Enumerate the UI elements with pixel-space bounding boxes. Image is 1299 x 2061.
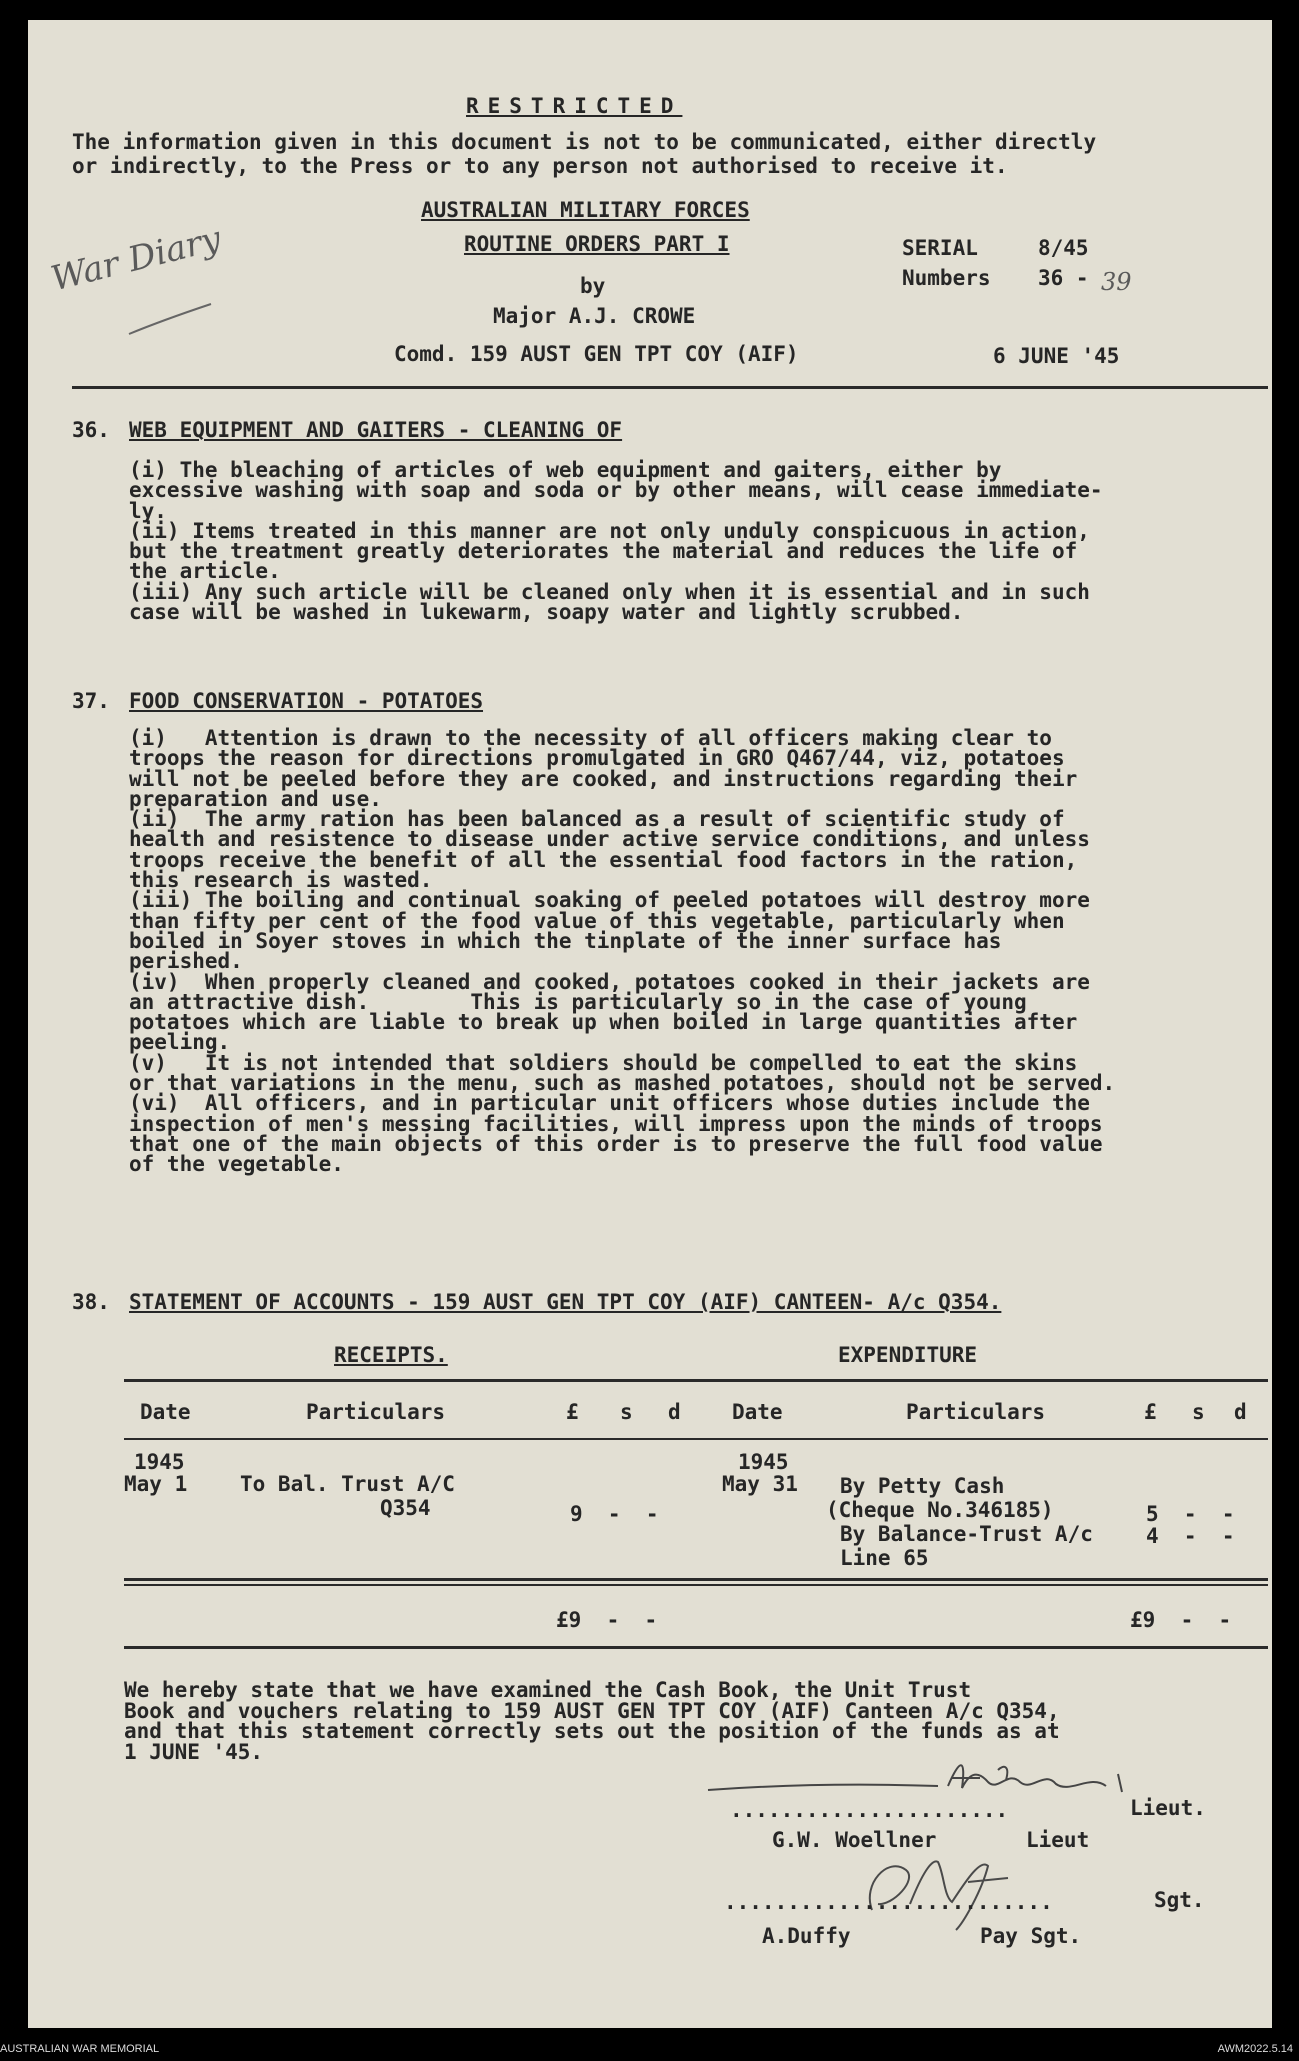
signature-1-title: Lieut — [1026, 1828, 1090, 1852]
receipt-particulars-1: To Bal. Trust A/C — [240, 1472, 455, 1496]
margin-note-underline — [123, 290, 223, 340]
expenditure-year: 1945 — [738, 1450, 789, 1474]
receipts-pence-header: d — [668, 1400, 681, 1424]
signature-2-title: Pay Sgt. — [980, 1924, 1082, 1948]
document-page — [28, 20, 1272, 2028]
numbers-handwritten: 39 — [1101, 268, 1132, 296]
receipts-pounds-header: £ — [566, 1400, 579, 1424]
expenditure-date-header: Date — [732, 1400, 783, 1424]
expenditure-date: May 31 — [722, 1472, 798, 1496]
expenditure-pence-header: d — [1234, 1400, 1247, 1424]
receipts-shillings-header: s — [620, 1400, 633, 1424]
section-37-title: FOOD CONSERVATION - POTATOES — [129, 689, 484, 713]
signature-1-dots: ...................... — [730, 1798, 1009, 1822]
section-36-number: 36. — [72, 418, 110, 442]
total-expenditure: £9 - - — [1130, 1608, 1232, 1632]
unit-name: Comd. 159 AUST GEN TPT COY (AIF) — [394, 342, 799, 366]
receipt-date: May 1 — [124, 1472, 188, 1496]
footer-right: AWM2022.5.14 — [1217, 2043, 1293, 2055]
receipt-particulars-2: Q354 — [380, 1496, 431, 1520]
table-totals-rule — [124, 1578, 1268, 1581]
signature-1-name: G.W. Woellner — [772, 1828, 937, 1852]
certification-text: We hereby state that we have examined the Cash Book, the Unit Trust Book and vouchers relating to 159 AUST GEN TPT COY (AIF) Canteen A/c Q354, and that this statement correctly sets out the position of the funds as at 1 JUNE '45. — [124, 1678, 1060, 1764]
section-36-title: WEB EQUIPMENT AND GAITERS - CLEANING OF — [129, 418, 623, 442]
expenditure-particulars-header: Particulars — [906, 1400, 1046, 1424]
expenditure-pounds-header: £ — [1144, 1400, 1157, 1424]
expenditure-line-1: By Petty Cash — [840, 1474, 1005, 1498]
organisation-title: AUSTRALIAN MILITARY FORCES — [421, 198, 750, 222]
section-37-body: (i) Attention is drawn to the necessity of all officers making clear to troops the reason for directions promulgated in GRO Q467/44, viz, potatoes will not be peeled before they are cooked, and instructions regarding their preparation and use. (ii) The army ration has been balanced as a result of scientific study of health and resistence to disease under active service conditions, and unless troops receive the benefit of all the essential food factors in the ration, this research is wasted. (iii) The boiling and continual soaking of peeled potatoes will destroy more than fifty per cent of the food value of this vegetable, particularly when boiled in Soyer stoves in which the tinplate of the inner surface has perished. (iv) When properly cleaned and cooked, potatoes cooked in their jackets are an attractive dish. This is particularly so in the case of young potatoes which are liable to break up when boiled in large quantities after peeling. (v) It is not intended that soldiers should be compelled to eat the skins or that variations in the menu, such as mashed potatoes, should not be served. (vi) All officers, and in particular unit officers whose duties include the inspection of men's messing facilities, will impress upon the minds of troops that one of the main objects of this order is to preserve the full food value of the vegetable. — [129, 726, 1116, 1177]
signature-2-rank: Sgt. — [1154, 1888, 1205, 1912]
table-bottom-rule — [124, 1646, 1268, 1649]
by-label: by — [580, 274, 606, 298]
signature-2-name: A.Duffy — [762, 1924, 851, 1948]
order-date: 6 JUNE '45 — [993, 344, 1120, 368]
expenditure-amount-2: 4 - - — [1146, 1524, 1235, 1548]
section-37-number: 37. — [72, 689, 110, 713]
table-top-rule — [124, 1379, 1268, 1382]
signature-2-dots: .......................... — [724, 1890, 1053, 1914]
margin-note-war-diary: War Diary — [47, 218, 225, 300]
table-totals-rule-2 — [124, 1584, 1268, 1586]
restricted-heading: RESTRICTED — [466, 94, 683, 118]
receipt-year: 1945 — [134, 1450, 185, 1474]
expenditure-line-2: (Cheque No.346185) — [826, 1498, 1054, 1522]
receipt-amount: 9 - - — [570, 1502, 659, 1526]
restriction-notice-line-2: or indirectly, to the Press or to any person not authorised to receive it. — [72, 154, 1008, 178]
expenditure-shillings-header: s — [1192, 1400, 1205, 1424]
serial-label: SERIAL — [902, 236, 978, 260]
expenditure-line-4: Line 65 — [840, 1546, 929, 1570]
expenditure-amount-1: 5 - - — [1146, 1502, 1235, 1526]
officer-name: Major A.J. CROWE — [493, 304, 696, 328]
numbers-value: 36 - — [1038, 266, 1089, 290]
duffy-signature — [848, 1844, 1038, 1934]
serial-value: 8/45 — [1038, 236, 1089, 260]
header-divider — [72, 386, 1268, 389]
receipts-particulars-header: Particulars — [306, 1400, 446, 1424]
footer-left: AUSTRALIAN WAR MEMORIAL — [0, 2043, 160, 2055]
receipts-date-header: Date — [140, 1400, 191, 1424]
total-receipts: £9 - - — [556, 1608, 658, 1632]
expenditure-line-3: By Balance-Trust A/c — [840, 1522, 1093, 1546]
table-header-rule — [124, 1438, 1268, 1440]
signature-1-rank: Lieut. — [1130, 1796, 1206, 1820]
numbers-label: Numbers — [902, 266, 991, 290]
expenditure-label: EXPENDITURE — [838, 1343, 978, 1367]
receipts-label: RECEIPTS. — [334, 1343, 448, 1367]
section-36-body: (i) The bleaching of articles of web equipment and gaiters, either by excessive washing with soap and soda or by other means, will cease immediate- ly. (ii) Items treated in this manner are not only unduly conspicuous in action, but the treatment greatly deteriorates the material and reduces the life of the article. (iii) Any such article will be cleaned only when it is essential and in such case will be washed in lukewarm, soapy water and lightly scrubbed. — [129, 458, 1103, 625]
section-38-title: STATEMENT OF ACCOUNTS - 159 AUST GEN TPT COY (AIF) CANTEEN- A/c Q354. — [129, 1290, 1002, 1314]
section-38-number: 38. — [72, 1290, 110, 1314]
restriction-notice-line-1: The information given in this document is not to be communicated, either directly — [72, 130, 1097, 154]
orders-title: ROUTINE ORDERS PART I — [464, 232, 730, 256]
